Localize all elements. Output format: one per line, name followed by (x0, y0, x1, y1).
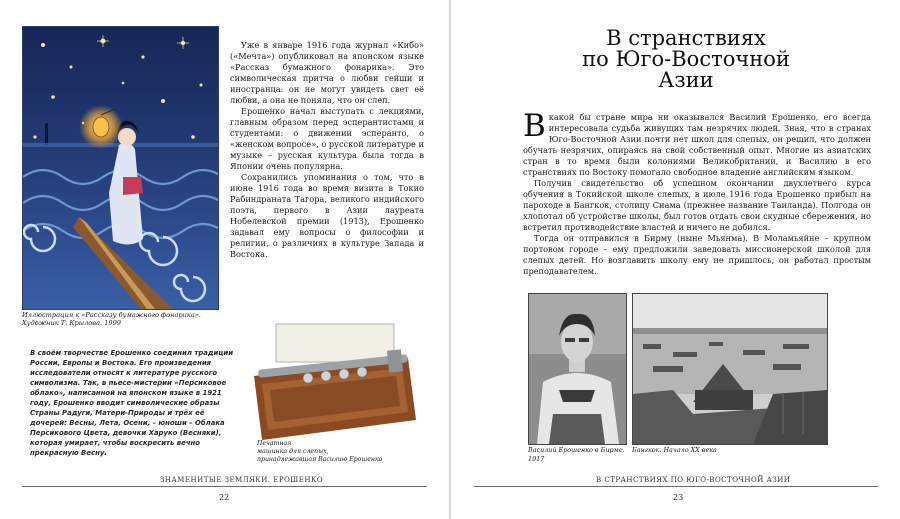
page-number: 23 (673, 493, 684, 502)
paragraph: Ерошенко начал выступать с лекциями, главным образом перед эсперантистами и студентами: о движении эсперанто, о «женском вопросе», о русской литературе и музыке – русская культура была тогда в Японии очень популярна. (230, 106, 424, 171)
sidebar-note: В своём творчестве Ерошенко соединил традиции России, Европы и Востока. Его произведения исследователи относят к литературе русского символизма. Так, в пьесе-мистерии «Персиковое облако», написанной на японском языке в 1921 году, Ерошенко вводит символические образы Страны Радуги, Матери-Природы и трёх её дочерей: Весны, Лета, Осени, – юноши – Облака Персикового Цвета, девочки Харуко (Весняки), которая умирает, чтобы воскресить вечно прекрасную Весну. (30, 349, 234, 457)
drop-cap: В (523, 108, 546, 144)
chapter-title-line1: В странствиях (606, 26, 766, 50)
typewriter-caption (257, 440, 407, 464)
chapter-title-line2: по Юго-Восточной (582, 47, 790, 71)
braille-typewriter-image (248, 320, 418, 442)
typewriter-caption-line2: машинка для слепых, (257, 448, 329, 455)
paragraph-with-dropcap (523, 108, 871, 178)
chapter-title-line3: Азии (658, 68, 714, 92)
right-body-text (523, 108, 871, 277)
paragraph: Сохранились упоминания о том, что в июне 1916 года во время визита в Токио Рабиндраната Тагора, великого индийского поэта, первого в Азии лауреата Нобелевской премии (1913), Ерошенко задавал ему вопросы о философии и религии, о различиях в культуре Запада и Востока. (230, 172, 424, 259)
footer-running-title: ЗНАМЕНИТЫЕ ЗЕМЛЯКИ. ЕРОШЕНКО (160, 476, 324, 484)
illustration-caption-line2: Художник Т. Крылова. 1999 (22, 319, 121, 327)
portrait-caption-line2: 1917 (528, 455, 545, 463)
paragraph: Уже в январе 1916 года журнал «Кибо» («Мечта») опубликовал на японском языке «Рассказ бумажного фонарика». Это символическая притча о любви гейши и иностранца: он не могут увидеть свет её любви, а она не поняла, что он слеп. (230, 40, 424, 105)
illustration-caption (22, 311, 201, 327)
paragraph: какой бы стране мира ни оказывался Василий Ерошенко, его всегда интересовала судьба живущих там незрячих людей. Зная, что в странах Юго-Восточной Азии почти нет школ для слепых, он решил, что должен обучать незрячих, опираясь на свой собственный опыт. Многие из азиатских стран в то время были колониями Великобритании, и Василию в его странствиях по Востоку помогало свободное владение английским языком. (523, 112, 871, 177)
eroshenko-portrait-photo (528, 293, 627, 445)
left-page (0, 0, 449, 519)
footer-rule (22, 486, 427, 487)
bangkok-caption: Бангкок. Начало XX века (632, 446, 717, 454)
paragraph: Тогда он отправился в Бирму (ныне Мьянма). В Моламьяйне – крупном портовом городе – ему предложили заведовать миссионерской школой для слепых детей. Но возглавить школу ему не пришлось, он работал простым преподавателем. (523, 233, 871, 276)
portrait-caption-line1: Василий Ерошенко в Бирме. (528, 446, 625, 454)
paper-lantern-illustration (22, 26, 219, 310)
footer-rule (474, 486, 878, 487)
illustration-caption-line1: Иллюстрация к «Рассказу бумажного фонарика». (22, 311, 201, 319)
bangkok-river-photo (632, 293, 828, 445)
footer-running-title: В СТРАНСТВИЯХ ПО ЮГО-ВОСТОЧНОЙ АЗИИ (596, 476, 791, 484)
chapter-title (551, 28, 821, 91)
portrait-caption (528, 446, 628, 464)
page-number: 22 (219, 493, 230, 502)
paragraph: Получив свидетельство об успешном окончании двухлетнего курса обучения в Токийской школе слепых, в июле 1916 года Ерошенко прибыл на пароходе в Бангкок, столицу Сиама (прежнее название Таиланда). Полгода он хлопотал об устройстве школы, был готов отдать свои скудные сбережения, но встретил противодействие властей и ничего не добился. (523, 178, 871, 232)
typewriter-caption-line3: принадлежавшая Василию Ерошенко (257, 456, 383, 463)
typewriter-caption-line1: Печатная (257, 440, 292, 447)
left-body-text (230, 40, 424, 260)
